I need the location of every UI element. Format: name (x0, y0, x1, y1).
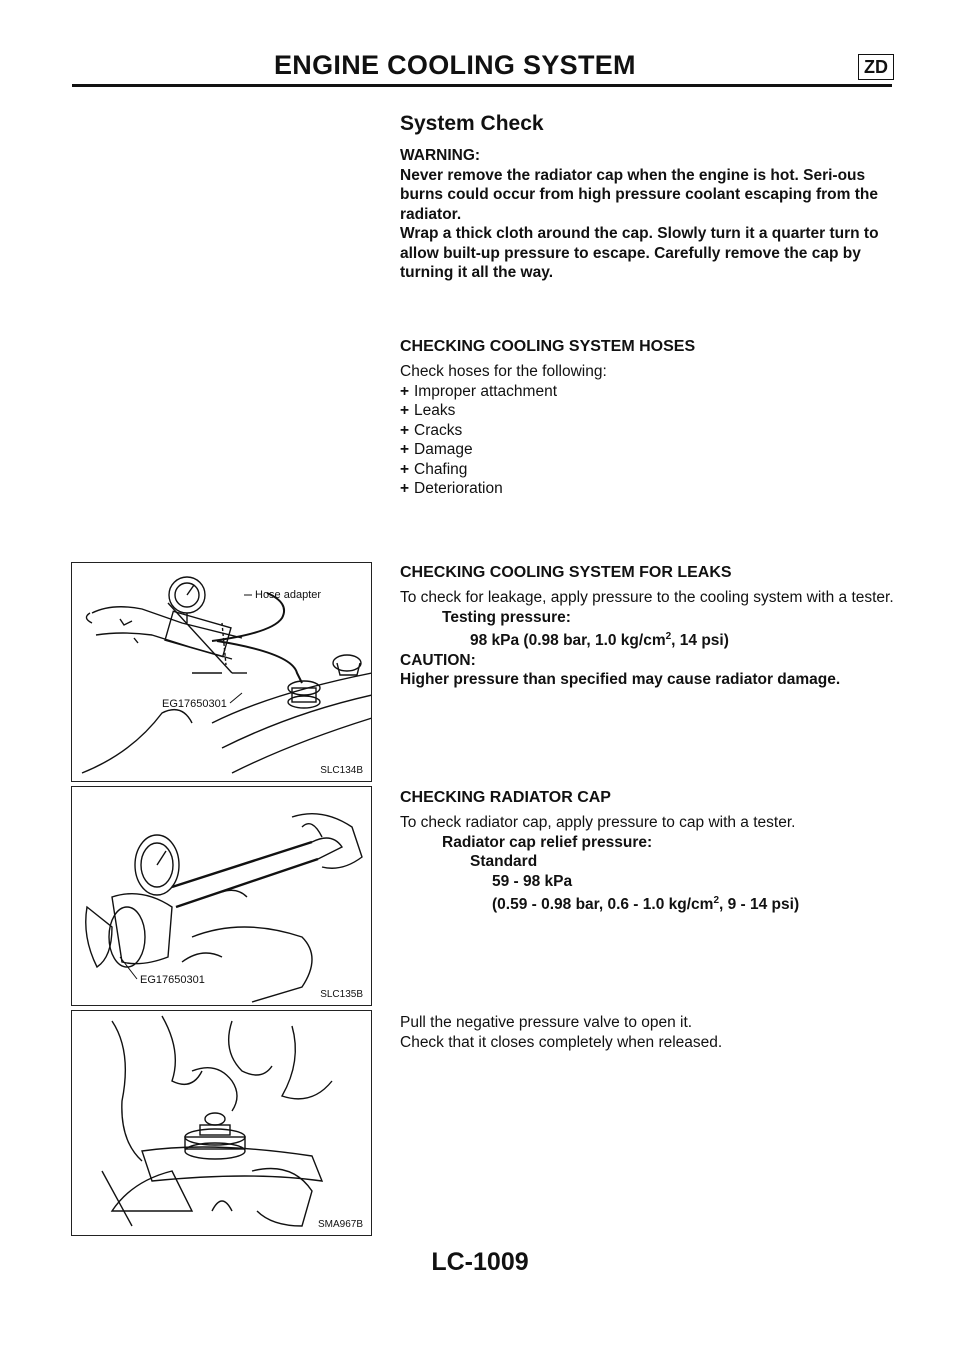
list-item: + Cracks (400, 421, 463, 439)
page-header-title: ENGINE COOLING SYSTEM (274, 50, 636, 80)
warning-text: Never remove the radiator cap when the engine is hot. Seri-ous burns could occur from high pressure coolant escaping from the radiator. (400, 166, 878, 223)
tool-number-label: EG17650301 (140, 974, 205, 986)
radiator-cap-text: To check radiator cap, apply pressure to cap with a tester. (400, 814, 796, 831)
hoses-check-list (400, 382, 900, 499)
relief-pressure-label: Radiator cap relief pressure: (442, 833, 653, 851)
cap-tester-illustration (72, 787, 371, 1005)
leak-tester-illustration (72, 563, 371, 781)
valve-section (400, 1013, 900, 1052)
relief-pressure-value: 59 - 98 kPa (492, 872, 573, 890)
leaks-title: CHECKING COOLING SYSTEM FOR LEAKS (400, 564, 732, 581)
standard-label: Standard (470, 853, 538, 870)
system-check-title: System Check (400, 112, 544, 135)
figure-code: SLC135B (320, 989, 363, 1000)
figure-cap-tester (71, 786, 372, 1006)
testing-pressure-value: 98 kPa (0.98 bar, 1.0 $kg/cm^2$, 14 psi) (470, 631, 729, 650)
valve-line-2: Check that it closes completely when released. (400, 1033, 723, 1051)
relief-pressure-value-alt: (0.59 - 0.98 bar, 0.6 - 1.0 $kg/cm^2$, 9 - 14 psi) (492, 895, 800, 914)
hoses-section (400, 338, 900, 499)
radiator-cap-title: CHECKING RADIATOR CAP (400, 789, 611, 806)
warning-text-2: Wrap a thick cloth around the cap. Slowly turn it a quarter turn to allow built-up pressure to escape. Carefully remove the cap by turning it all the way. (400, 225, 879, 281)
radiator-cap-section (400, 789, 900, 915)
caution-label: CAUTION: (400, 651, 476, 669)
engine-code-badge: ZD (858, 54, 894, 80)
hoses-intro: Check hoses for the following: (400, 363, 607, 380)
leaks-text: To check for leakage, apply pressure to the cooling system with a tester. (400, 589, 894, 606)
tool-number-label: EG17650301 (162, 698, 227, 710)
list-item: + Improper attachment (400, 382, 558, 400)
hose-adapter-label: Hose adapter (255, 589, 322, 601)
list-item: + Deterioration (400, 480, 503, 497)
list-item: + Leaks (400, 402, 456, 419)
figure-pressure-valve (71, 1010, 372, 1236)
list-item: + Chafing (400, 460, 468, 478)
valve-line-1: Pull the negative pressure valve to open it. (400, 1014, 693, 1031)
system-check-section (400, 112, 900, 283)
pressure-valve-illustration (72, 1011, 371, 1235)
list-item: + Damage (400, 441, 473, 458)
hoses-title: CHECKING COOLING SYSTEM HOSES (400, 338, 696, 355)
header-divider (72, 84, 892, 87)
page-number: LC-1009 (431, 1248, 529, 1276)
caution-text: Higher pressure than specified may cause radiator damage. (400, 671, 841, 689)
figure-leak-tester (71, 562, 372, 782)
warning-label: WARNING: (400, 147, 481, 164)
testing-pressure-label: Testing pressure: (442, 608, 571, 626)
leaks-section (400, 564, 900, 690)
figure-code: SMA967B (317, 1219, 363, 1230)
figure-code: SLC134B (320, 765, 363, 776)
